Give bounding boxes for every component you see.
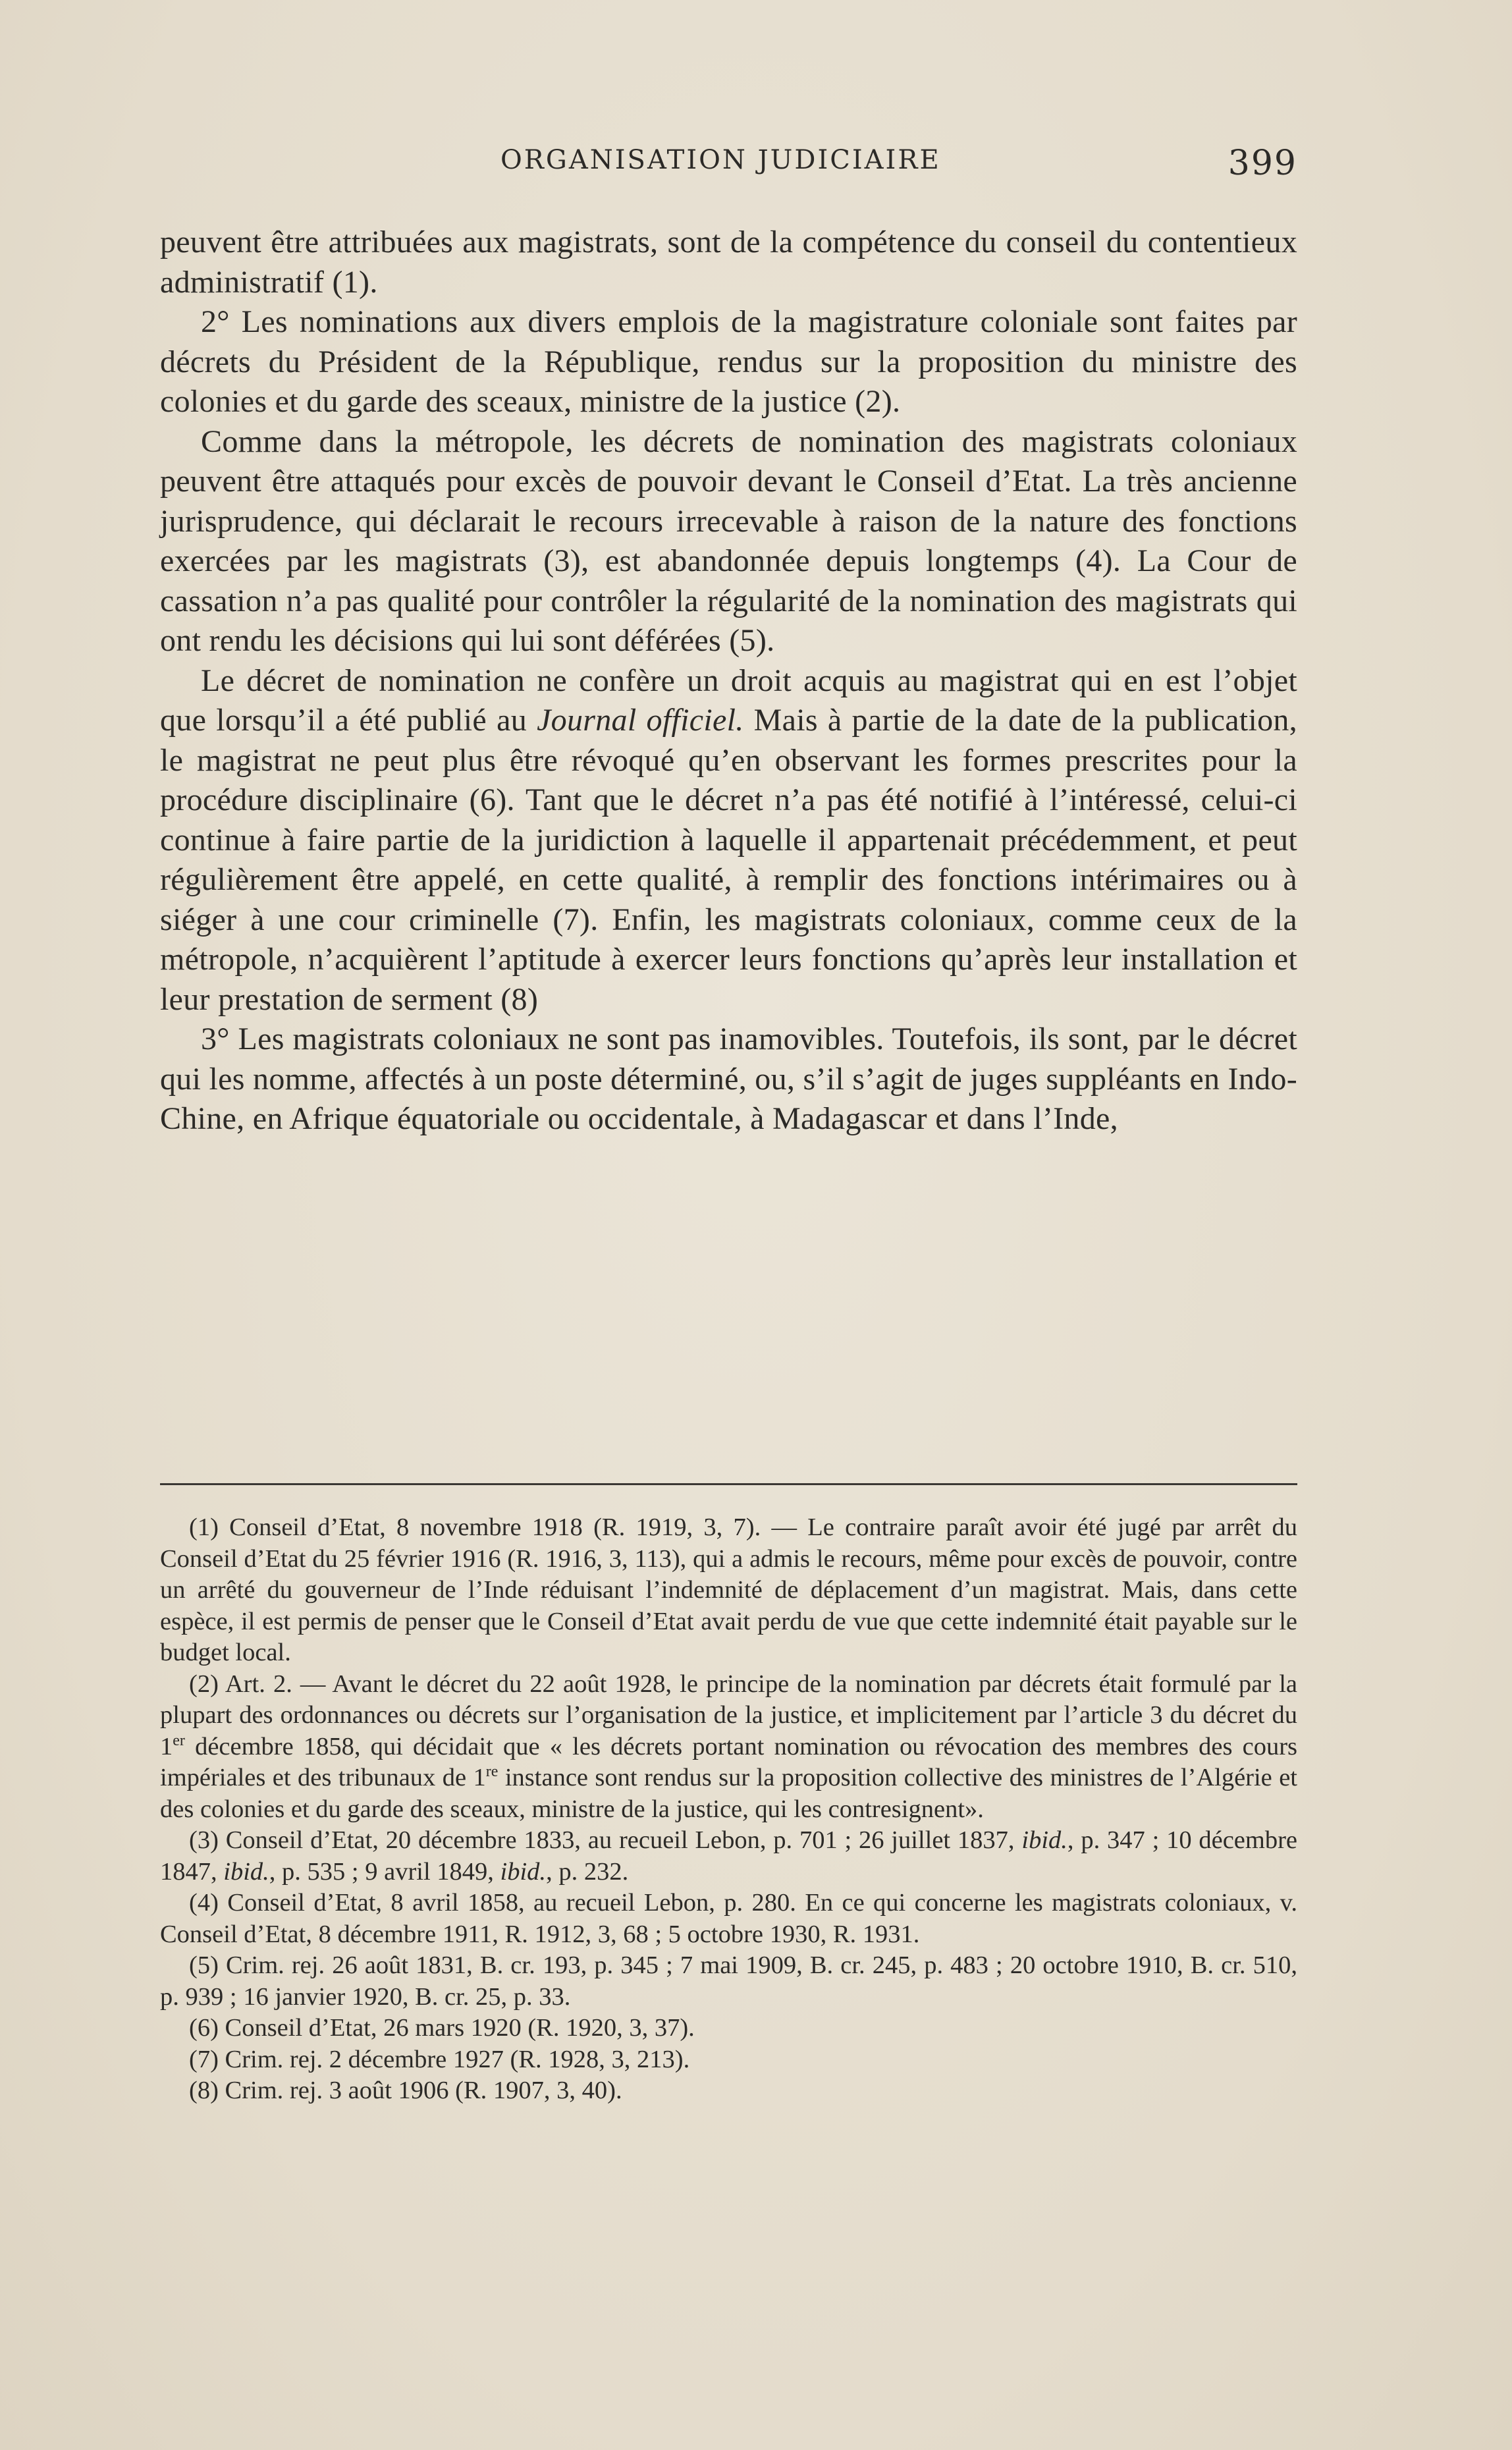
footnote-5: (5) Crim. rej. 26 août 1831, B. cr. 193, p. 345 ; 7 mai 1909, B. cr. 245, p. 483 ; 20 octobre 1910, B. cr. 510, p. 939 ; 16 janvier 1920, B. cr. 25, p. 33. [160,1951,1297,2011]
paragraph-4-start: Le décret de nomination ne confère un droit acquis au magistrat qui en est l’objet que lorsqu’il a été publié au [160,663,1297,738]
page-number: 399 [1228,144,1297,183]
footnote-3 [160,1825,1297,1888]
footnote-2 [160,1669,1297,1826]
paragraph-4 [160,661,1297,1020]
footnote-3-ibid-1: ibid. [1021,1826,1067,1854]
footnote-2-part-b: décembre 1858, qui décidait que « les décrets portant nomination ou révocation des membres des cours impériales et des tribunaux de 1 [160,1732,1297,1791]
paragraph-4-end: Mais à partie de la date de la publication, le magistrat ne peut plus être révoqué qu’en observant les formes prescrites pour la procédure disciplinaire (6). Tant que le décret n’a pas été notifié à l’intéressé, celui-ci continue à faire partie de la juridiction à laquelle il appartenait précédemment, et peut régulièrement être appelé, en cette qualité, à remplir des fonctions intérimaires ou à siéger à une cour criminelle (7). Enfin, les magistrats coloniaux, comme ceux de la métropole, n’acquièrent l’aptitude à exercer leurs fonctions qu’après leur installation et leur prestation de serment (8) [160,703,1297,1017]
footnote-3-part-d: , p. 232. [546,1857,629,1886]
footnote-7: (7) Crim. rej. 2 décembre 1927 (R. 1928, 3, 213). [189,2045,690,2073]
running-title: ORGANISATION JUDICIAIRE [500,145,941,175]
footnote-3-part-b: , p. 347 ; 10 décembre 1847, [160,1826,1297,1886]
footnote-separator [160,1483,1297,1485]
footnote-3-ibid-3: ibid. [500,1857,547,1886]
footnote-3-part-a: (3) Conseil d’Etat, 20 décembre 1833, au recueil Lebon, p. 701 ; 26 juillet 1837, [189,1826,1015,1854]
footnote-4: (4) Conseil d’Etat, 8 avril 1858, au recueil Lebon, p. 280. En ce qui concerne les magistrats coloniaux, v. Conseil d’Etat, 8 décembre 1911, R. 1912, 3, 68 ; 5 octobre 1930, R. 1931. [160,1889,1297,1948]
footnote-1: (1) Conseil d’Etat, 8 novembre 1918 (R. 1919, 3, 7). — Le contraire paraît avoir été jugé par arrêt du Conseil d’Etat du 25 février 1916 (R. 1916, 3, 113), qui a admis le recours, même pour excès de pouvoir, contre un arrêté du gouverneur de l’Inde réduisant l’indemnité de déplacement d’un magistrat. Mais, dans cette espèce, il est permis de penser que le Conseil d’Etat avait perdu de vue que cette indemnité était payable sur le budget local. [160,1513,1297,1666]
footnote-2-part-a: (2) Art. 2. — Avant le décret du 22 août 1928, le principe de la nomination par décrets était formulé par la plupart des ordonnances ou décrets sur l’organisation de la justice, et implicitement par l’article 3 du décret du 1 [160,1670,1297,1760]
footnote-2-sup-2: re [485,1763,499,1781]
journal-officiel-title: Journal officiel. [537,703,744,738]
footnote-3-ibid-2: ibid. [223,1857,269,1886]
footnote-3-part-c: , p. 535 ; 9 avril 1849, [269,1857,494,1886]
footnote-6: (6) Conseil d’Etat, 26 mars 1920 (R. 1920, 3, 37). [189,2014,695,2042]
main-text [160,223,1297,1139]
paragraph-1: peuvent être attribuées aux magistrats, sont de la compétence du conseil du contentieux administratif (1). [160,225,1297,300]
paragraph-5: 3° Les magistrats coloniaux ne sont pas inamovibles. Toutefois, ils sont, par le décret qui les nomme, affectés à un poste déterminé, ou, s’il s’agit de juges suppléants en Indo-Chine, en Afrique équatoriale ou occidentale, à Madagascar et dans l’Inde, [160,1021,1298,1136]
footnote-2-part-c: instance sont rendus sur la proposition collective des ministres de l’Algérie et des colonies et du garde des sceaux, ministre de la justice, qui les contresignent». [160,1764,1297,1823]
paragraph-2: 2° Les nominations aux divers emplois de la magistrature coloniale sont faites par décrets du Président de la République, rendus sur la proposition du ministre des colonies et du garde des sceaux, ministre de la justice (2). [160,304,1297,419]
paragraph-3: Comme dans la métropole, les décrets de nomination des magistrats coloniaux peuvent être attaqués pour excès de pouvoir devant le Conseil d’Etat. La très ancienne jurisprudence, qui déclarait le recours irrecevable à raison de la nature des fonctions exercées par les magistrats (3), est abandonnée depuis longtemps (4). La Cour de cassation n’a pas qualité pour contrôler la régularité de la nomination des magistrats qui ont rendu les décisions qui lui sont déférées (5). [160,423,1297,658]
footnote-2-sup-1: er [173,1731,185,1749]
footnote-8: (8) Crim. rej. 3 août 1906 (R. 1907, 3, 40). [189,2077,622,2104]
footnotes [160,1512,1297,2107]
